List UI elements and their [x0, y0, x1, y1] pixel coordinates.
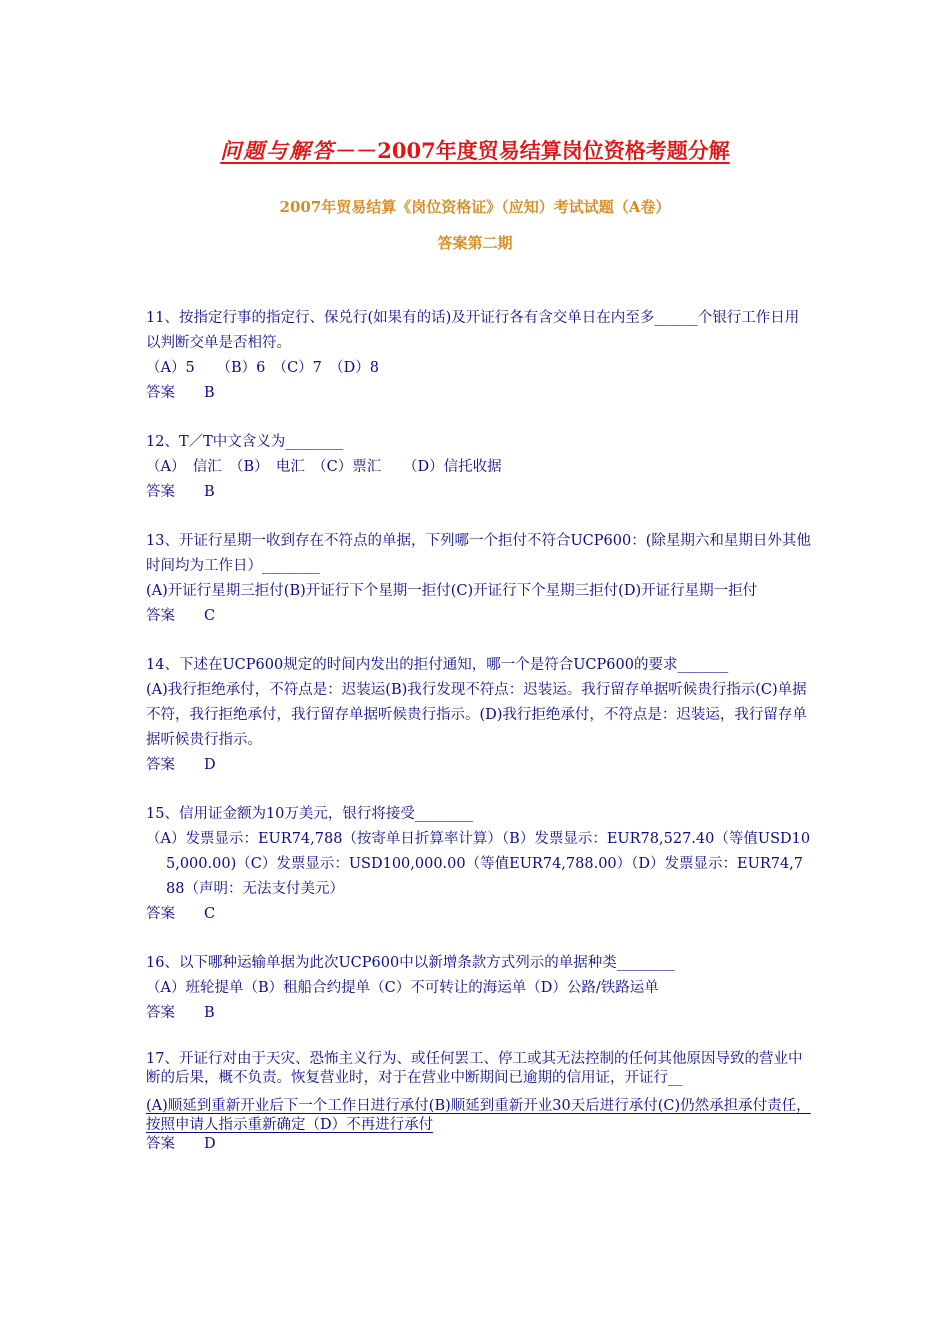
question-answer	[146, 604, 812, 629]
question-options: (A)顺延到重新开业后下一个工作日进行承付(B)顺延到重新开业30天后进行承付(C)仍然承担承付责任，按照申请人指示重新确定（D）不再进行承付	[146, 1098, 811, 1133]
question-stem: 12、T／T中文含义为________	[146, 434, 344, 450]
question-stem: 17、开证行对由于天灾、恐怖主义行为、或任何罢工、停工或其无法控制的任何其他原因导致的营业中断的后果，概不负责。恢复营业时，对于在营业中断期间已逾期的信用证，开证行__	[146, 1051, 803, 1086]
question-answer	[146, 753, 812, 778]
answer-value: D	[204, 1136, 216, 1152]
title-calligraphy: 问题与解答	[220, 138, 336, 163]
answer-label: 答案	[146, 385, 175, 401]
question-options: （A）5 （B）6 （C）7 （D）8	[146, 360, 379, 376]
question-15	[146, 802, 812, 927]
answer-label: 答案	[146, 608, 175, 624]
question-12	[146, 430, 812, 505]
answer-value: B	[204, 484, 215, 500]
question-options: （A） 信汇 （B） 电汇 （C）票汇 （D）信托收据	[146, 459, 502, 475]
answer-label: 答案	[146, 1136, 175, 1152]
question-stem: 16、以下哪种运输单据为此次UCP600中以新增条款方式列示的单据种类________	[146, 955, 675, 971]
question-list	[146, 306, 812, 1178]
question-14	[146, 653, 812, 778]
answer-value: D	[204, 757, 216, 773]
answer-value: B	[204, 1005, 215, 1021]
question-answer	[146, 381, 812, 406]
question-17	[146, 1050, 812, 1154]
question-stem: 15、信用证金额为10万美元，银行将接受________	[146, 806, 473, 822]
issue-label: 答案第二期	[437, 234, 513, 252]
question-answer	[146, 1001, 812, 1026]
answer-value: C	[204, 608, 216, 624]
question-options: （A）班轮提单（B）租船合约提单（C）不可转让的海运单（D）公路/铁路运单	[146, 980, 659, 996]
question-answer	[146, 1135, 812, 1154]
document-title	[0, 136, 950, 166]
question-options: （A）发票显示：EUR74,788（按寄单日折算率计算）（B）发票显示：EUR78,527.40（等值USD105,000.00)（C）发票显示：USD100,000.00（等值EUR74,788.00）（D）发票显示：EUR74,788（声明：无法支付美元）	[146, 831, 811, 897]
question-13	[146, 529, 812, 629]
title-text	[220, 138, 729, 163]
question-answer	[146, 902, 812, 927]
title-rest: －－2007年度贸易结算岗位资格考题分解	[335, 138, 730, 163]
answer-label: 答案	[146, 1005, 175, 1021]
question-stem: 13、开证行星期一收到存在不符点的单据，下列哪一个拒付不符合UCP600：(除星期六和星期日外其他时间均为工作日）________	[146, 533, 811, 574]
answer-label: 答案	[146, 484, 175, 500]
answer-label: 答案	[146, 906, 175, 922]
exam-subtitle: 2007年贸易结算《岗位资格证》（应知）考试试题（A卷）	[279, 198, 671, 216]
question-answer	[146, 480, 812, 505]
question-options: (A)开证行星期三拒付(B)开证行下个星期一拒付(C)开证行下个星期三拒付(D)开证行星期一拒付	[146, 583, 758, 599]
question-stem: 14、下述在UCP600规定的时间内发出的拒付通知，哪一个是符合UCP600的要求_______	[146, 657, 729, 673]
answer-value: B	[204, 385, 215, 401]
question-11	[146, 306, 812, 406]
answer-value: C	[204, 906, 216, 922]
answer-label: 答案	[146, 757, 175, 773]
question-stem: 11、按指定行事的指定行、保兑行(如果有的话)及开证行各有含交单日在内至多______个银行工作日用以判断交单是否相符。	[146, 310, 800, 351]
question-16	[146, 951, 812, 1026]
question-options: (A)我行拒绝承付，不符点是：迟装运(B)我行发现不符点：迟装运。我行留存单据听候贵行指示(C)单据不符，我行拒绝承付，我行留存单据听候贵行指示。(D)我行拒绝承付，不符点是：迟装运，我行留存单据听候贵行指示。	[146, 682, 807, 748]
